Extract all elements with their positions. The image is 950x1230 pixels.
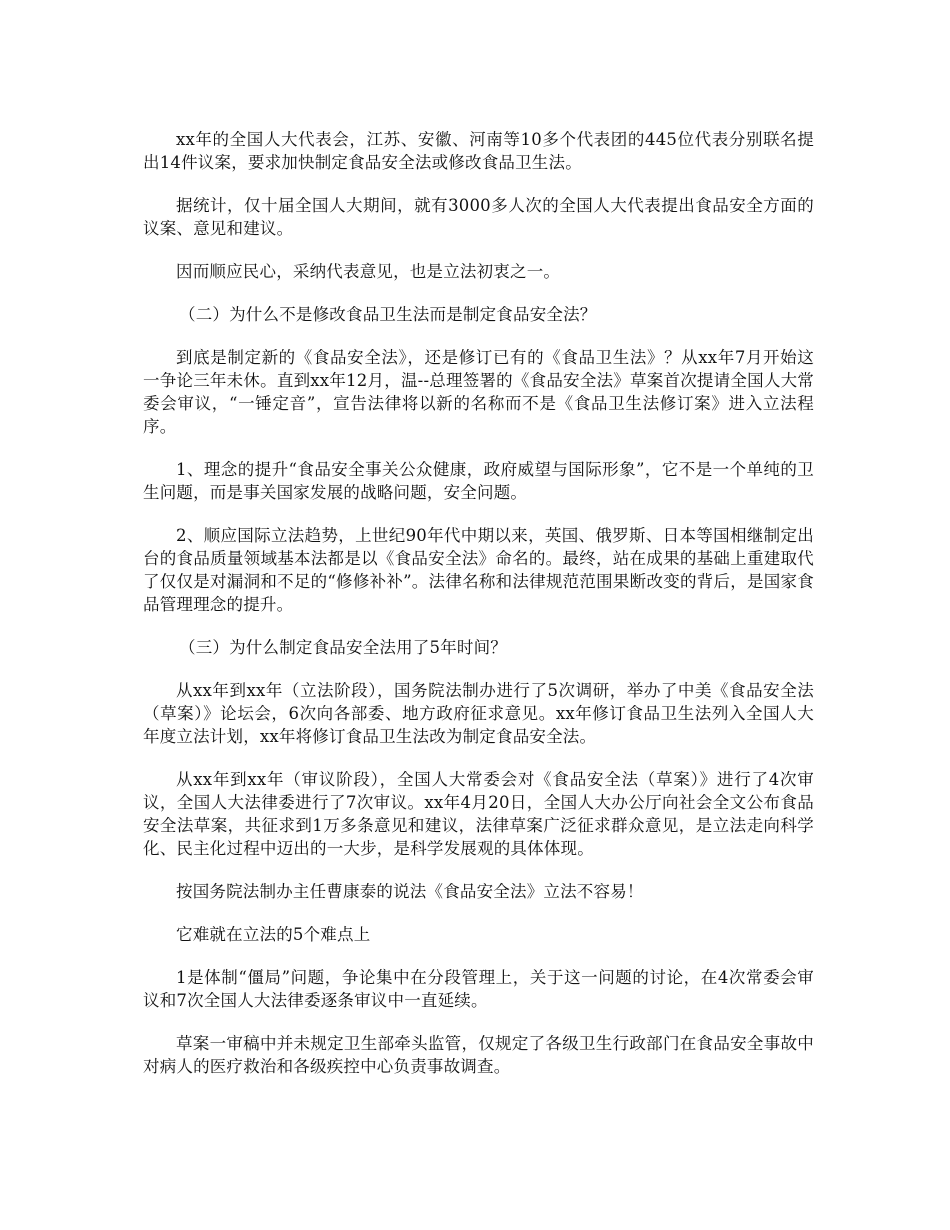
paragraph-reason-1: 1、理念的提升“食品安全事关公众健康，政府威望与国际形象”，它不是一个单纯的卫生问题，而是事关国家发展的战略问题，安全问题。 [143, 460, 814, 502]
paragraph-legislative-intent: 因而顺应民心，采纳代表意见，也是立法初衷之一。 [176, 262, 561, 281]
paragraph-statistics: 据统计，仅十届全国人大期间，就有3000多人次的全国人大代表提出食品安全方面的议案、意见和建议。 [143, 196, 814, 238]
paragraph-legislation-stage: 从xx年到xx年（立法阶段），国务院法制办进行了5次调研，举办了中美《食品安全法（草案）》论坛会，6次向各部委、地方政府征求意见。xx年修订食品卫生法列入全国人大年度立法计划，xx年将修订食品卫生法改为制定食品安全法。 [143, 681, 814, 746]
paragraph-difficulties-intro: 它难就在立法的5个难点上 [176, 925, 371, 944]
paragraph-quote: 按国务院法制办主任曹康泰的说法《食品安全法》立法不容易！ [176, 882, 644, 901]
paragraph-review-stage: 从xx年到xx年（审议阶段），全国人大常委会对《食品安全法（草案）》进行了4次审议，全国人大法律委进行了7次审议。xx年4月20日，全国人大办公厅向社会全文公布食品安全法草案，共征求到1万多条意见和建议，法律草案广泛征求群众意见，是立法走向科学化、民主化过程中迈出的一大步，是科学发展观的具体体现。 [143, 770, 814, 858]
paragraph-representatives-motions: xx年的全国人大代表会，江苏、安徽、河南等10多个代表团的445位代表分别联名提出14件议案，要求加快制定食品安全法或修改食品卫生法。 [143, 130, 814, 172]
section-heading-2: （二）为什么不是修改食品卫生法而是制定食品安全法？ [179, 305, 597, 324]
section-heading-3: （三）为什么制定食品安全法用了5年时间？ [179, 638, 507, 657]
paragraph-draft-one: 草案一审稿中并未规定卫生部牵头监管，仅规定了各级卫生行政部门在食品安全事故中对病人的医疗救治和各级疾控中心负责事故调查。 [143, 1034, 814, 1076]
paragraph-naming-debate: 到底是制定新的《食品安全法》，还是修订已有的《食品卫生法》？从xx年7月开始这一争论三年未休。直到xx年12月，温--总理签署的《食品安全法》草案首次提请全国人大常委会审议，“一锤定音”，宣告法律将以新的名称而不是《食品卫生法修订案》进入立法程序。 [143, 348, 814, 436]
paragraph-difficulty-1: 1是体制“僵局”问题，争论集中在分段管理上，关于这一问题的讨论，在4次常委会审议和7次全国人大法律委逐条审议中一直延续。 [143, 968, 814, 1010]
paragraph-reason-2: 2、顺应国际立法趋势，上世纪90年代中期以来，英国、俄罗斯、日本等国相继制定出台的食品质量领域基本法都是以《食品安全法》命名的。最终，站在成果的基础上重建取代了仅仅是对漏洞和不足的“修修补补”。法律名称和法律规范范围果断改变的背后，是国家食品管理理念的提升。 [143, 526, 814, 614]
